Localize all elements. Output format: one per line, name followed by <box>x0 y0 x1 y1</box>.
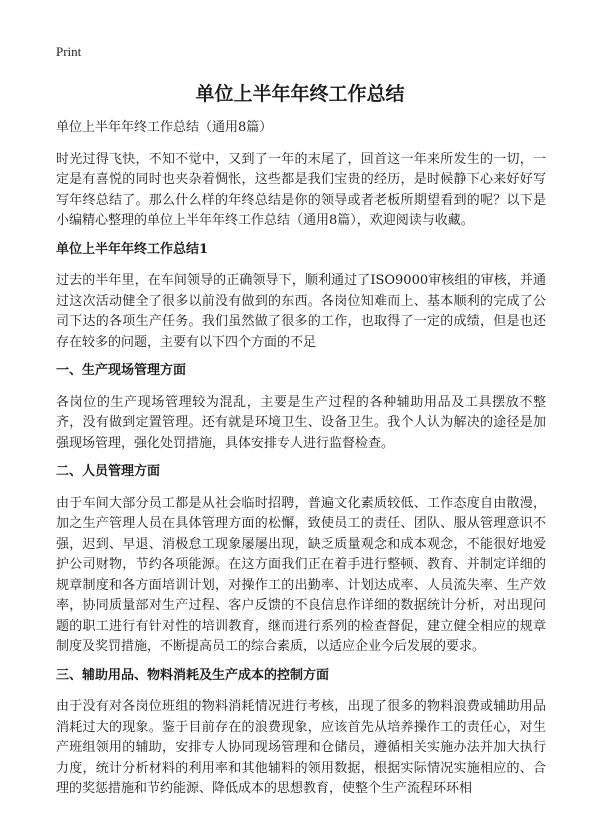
article-heading: 单位上半年年终工作总结1 <box>56 241 209 257</box>
document-title: 单位上半年年终工作总结 <box>195 83 405 105</box>
document-subtitle: 单位上半年年终工作总结（通用8篇） <box>56 120 273 135</box>
section-heading-cost-control: 三、辅助用品、物料消耗及生产成本的控制方面 <box>56 667 330 683</box>
section-body-cost-control: 由于没有对各岗位班组的物料消耗情况进行考核，出现了很多的物料浪费或辅助用品消耗过大的现象。鉴于目前存在的浪费现象，应该首先从培养操作工的责任心，对生产班组领用的辅助，安排专人协同现场管理和仓储员，遵循相关实施办法并加大执行力度，统计分析材料的利用率和其他辅料的领用数据，根据实际情况实施相应的、合理的奖惩措施和节约能源、降低成本的思想教育，使整个生产流程环环相 <box>56 699 546 796</box>
section-body-site-management: 各岗位的生产现场管理较为混乱，主要是生产过程的各种辅助用品及工具摆放不整齐，没有做到定置管理。还有就是环境卫生、设备卫生。我个人认为解决的途径是加强现场管理，强化处罚措施，具体安排专人进行监督检查。 <box>56 394 546 451</box>
document-body <box>56 118 546 808</box>
section-heading-personnel-management: 二、人员管理方面 <box>56 464 161 479</box>
intro-paragraph: 时光过得飞快，不知不觉中，又到了一年的末尾了，回首这一年来所发生的一切，一定是有喜悦的同时也夹杂着惆怅，这些都是我们宝贵的经历，是时候静下心来好好写写年终总结了。那么什么样的年终总结是你的领导或者老板所期望看到的呢？以下是小编精心整理的单位上半年年终工作总结（通用8篇），欢迎阅读与收藏。 <box>56 151 546 228</box>
article-intro-paragraph: 过去的半年里，在车间领导的正确领导下，顺利通过了ISO9000审核组的审核，并通过这次活动健全了很多以前没有做到的东西。各岗位知难而上、基本顺利的完成了公司下达的各项生产任务。我们虽然做了很多的工作，也取得了一定的成绩，但是也还存在较多的问题，主要有以下四个方面的不足 <box>56 273 546 350</box>
section-body-personnel-management: 由于车间大部分员工都是从社会临时招聘，普遍文化素质较低、工作态度自由散漫，加之生产管理人员在具体管理方面的松懈，致使员工的责任、团队、服从管理意识不强，迟到、早退、消极怠工现象屡屡出现，缺乏质量观念和成本观念，不能很好地爱护公司财物，节约各项能源。在这方面我们正在着手进行整顿、教育、并制定详细的规章制度和各方面培训计划，对操作工的出勤率、计划达成率、人员流失率、生产效率，协同质量部对生产过程、客户反馈的不良信息作详细的数据统计分析，对出现问题的职工进行有针对性的培训教育，继而进行系列的检查督促，建立健全相应的规章制度及奖罚措施，不断提高员工的综合素质，以适应企业今后发展的要求。 <box>56 495 546 654</box>
section-heading-site-management: 一、生产现场管理方面 <box>56 363 187 378</box>
print-link[interactable]: Print <box>56 44 82 59</box>
